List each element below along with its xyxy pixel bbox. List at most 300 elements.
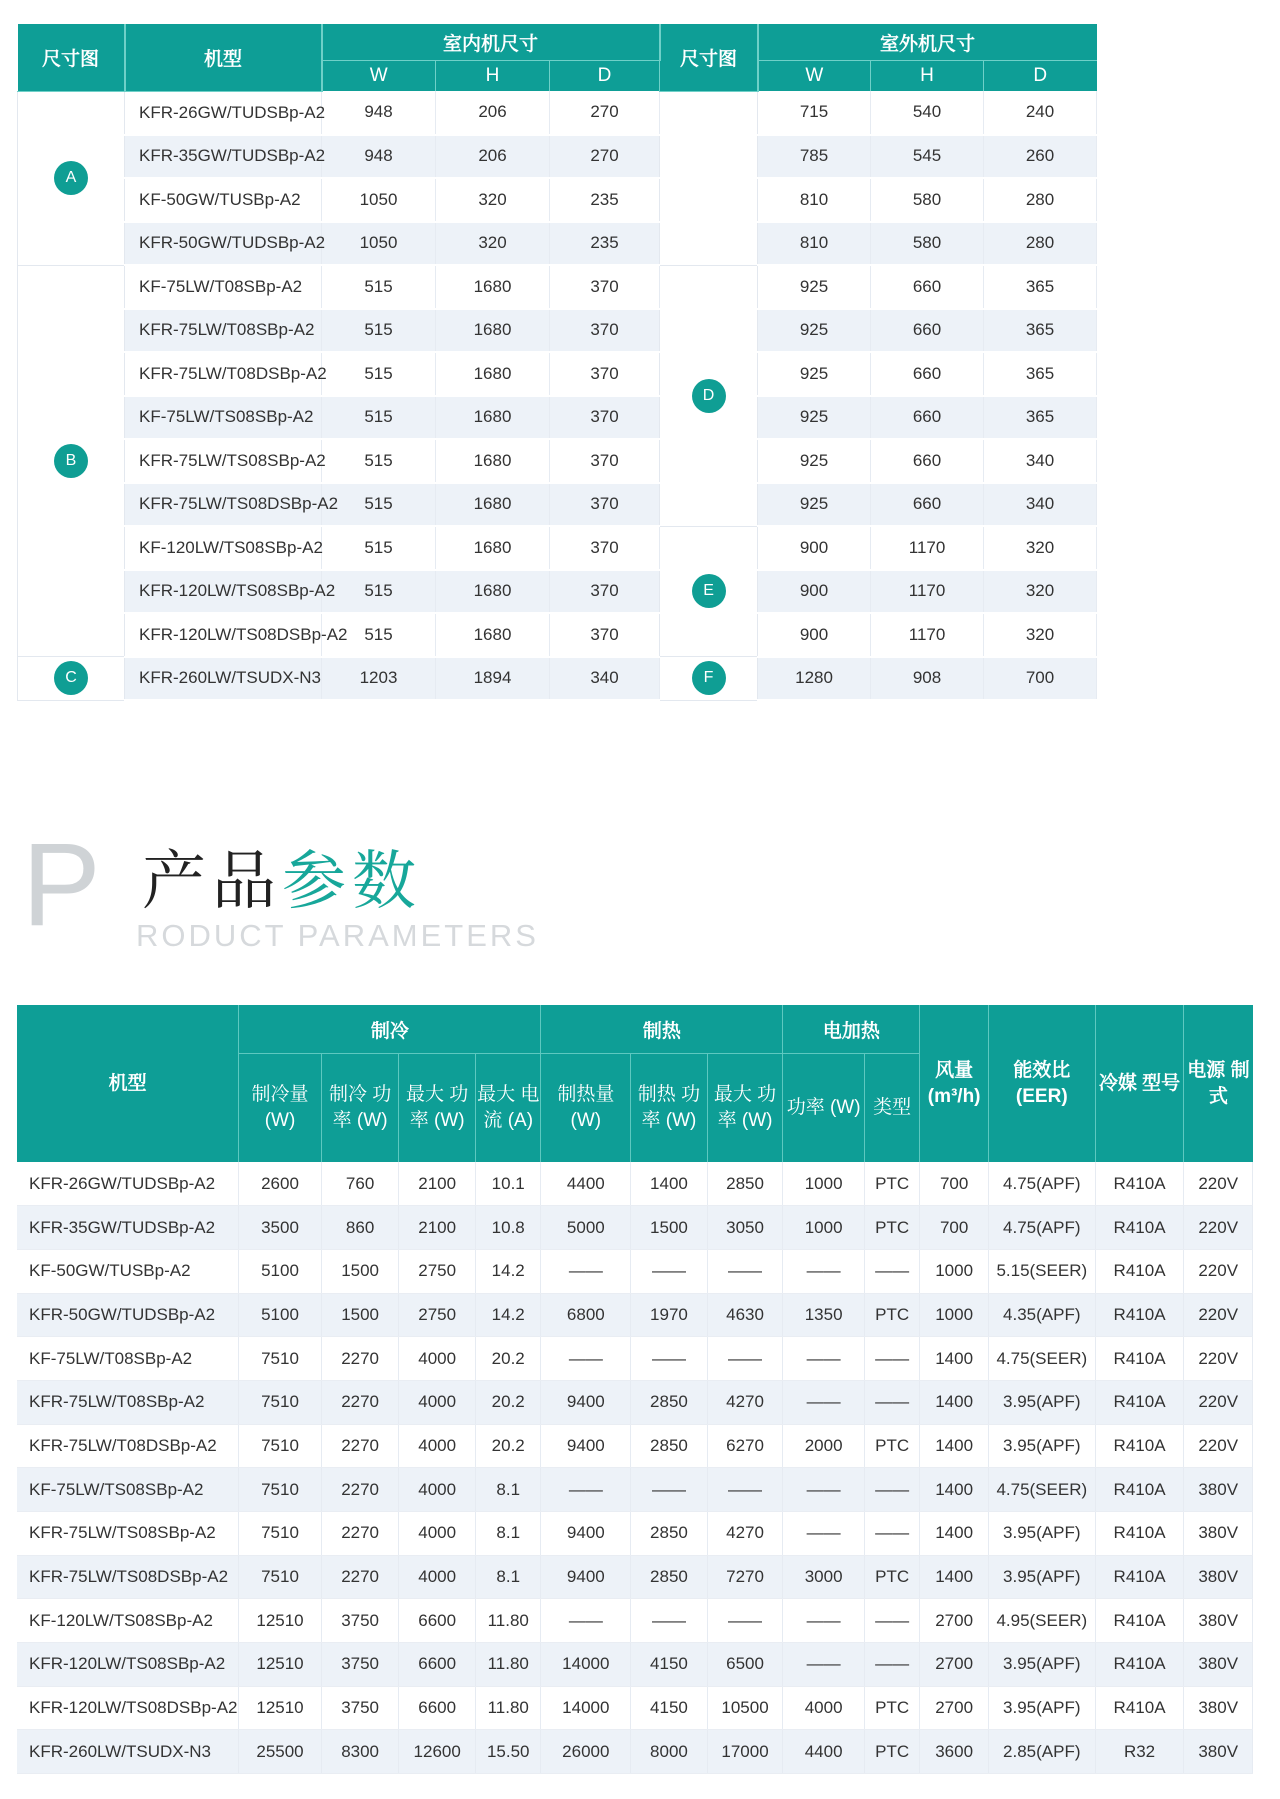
outdoor-ow-cell: 925 bbox=[758, 483, 871, 527]
cool-capacity-cell: 3500 bbox=[239, 1206, 322, 1250]
eh-power-cell: 4000 bbox=[783, 1686, 865, 1730]
indoor-id-cell: 370 bbox=[550, 570, 660, 614]
model-cell: KFR-75LW/T08DSBp-A2 bbox=[17, 1424, 239, 1468]
outdoor-od-cell: 280 bbox=[984, 178, 1097, 222]
indoor-id-cell: 370 bbox=[550, 396, 660, 440]
cool-power-cell: 2270 bbox=[321, 1468, 399, 1512]
model-cell: KFR-75LW/T08SBp-A2 bbox=[17, 1380, 239, 1424]
param-header-cool-max-current: 最大 电流 (A) bbox=[475, 1054, 541, 1163]
param-header-eer: 能效比 (EER) bbox=[988, 1005, 1095, 1162]
eh-type-cell: —— bbox=[864, 1468, 919, 1512]
outdoor-ow-cell: 900 bbox=[758, 570, 871, 614]
outdoor-od-cell: 365 bbox=[984, 265, 1097, 309]
heat-power-cell: —— bbox=[631, 1249, 708, 1293]
header-indoor-d: D bbox=[550, 61, 660, 92]
outdoor-oh-cell: 545 bbox=[871, 135, 984, 179]
heat-max-power-cell: 6500 bbox=[707, 1643, 783, 1687]
size-chart-group bbox=[18, 657, 125, 701]
outdoor-od-cell: 365 bbox=[984, 396, 1097, 440]
outdoor-oh-cell: 660 bbox=[871, 439, 984, 483]
model-cell: KF-75LW/TS08SBp-A2 bbox=[17, 1468, 239, 1512]
outdoor-ow-cell: 1280 bbox=[758, 657, 871, 701]
table-row bbox=[17, 1380, 1253, 1424]
cool-capacity-cell: 12510 bbox=[239, 1643, 322, 1687]
model-cell: KFR-75LW/TS08SBp-A2 bbox=[17, 1512, 239, 1556]
param-header-cool-max-power: 最大 功率 (W) bbox=[399, 1054, 476, 1163]
eer-cell: 4.75(SEER) bbox=[988, 1337, 1095, 1381]
outdoor-oh-cell: 660 bbox=[871, 352, 984, 396]
outdoor-ow-cell: 925 bbox=[758, 265, 871, 309]
heat-max-power-cell: 4270 bbox=[707, 1512, 783, 1556]
outdoor-size-chart-group bbox=[660, 265, 758, 526]
table-row bbox=[18, 396, 1253, 440]
heat-capacity-cell: 4400 bbox=[541, 1162, 631, 1206]
eer-cell: 3.95(APF) bbox=[988, 1555, 1095, 1599]
outdoor-ow-cell: 810 bbox=[758, 222, 871, 266]
heat-capacity-cell: 9400 bbox=[541, 1512, 631, 1556]
heat-capacity-cell: 26000 bbox=[541, 1730, 631, 1774]
model-cell: KFR-75LW/TS08DSBp-A2 bbox=[125, 483, 322, 527]
cool-max-current-cell: 11.80 bbox=[475, 1643, 541, 1687]
param-header-cooling: 制冷 bbox=[239, 1005, 541, 1054]
outdoor-ow-cell: 785 bbox=[758, 135, 871, 179]
cool-max-current-cell: 8.1 bbox=[475, 1512, 541, 1556]
indoor-ih-cell: 1680 bbox=[436, 265, 550, 309]
eh-type-cell: PTC bbox=[864, 1162, 919, 1206]
cool-capacity-cell: 7510 bbox=[239, 1380, 322, 1424]
indoor-id-cell: 340 bbox=[550, 657, 660, 701]
cool-max-current-cell: 8.1 bbox=[475, 1555, 541, 1599]
eh-power-cell: 2000 bbox=[783, 1424, 865, 1468]
refrigerant-cell: R410A bbox=[1095, 1555, 1184, 1599]
outdoor-od-cell: 260 bbox=[984, 135, 1097, 179]
eh-type-cell: —— bbox=[864, 1643, 919, 1687]
cool-capacity-cell: 5100 bbox=[239, 1249, 322, 1293]
cool-max-power-cell: 4000 bbox=[399, 1380, 476, 1424]
indoor-ih-cell: 1680 bbox=[436, 396, 550, 440]
indoor-id-cell: 370 bbox=[550, 309, 660, 353]
airflow-cell: 1400 bbox=[920, 1512, 989, 1556]
model-cell: KFR-50GW/TUDSBp-A2 bbox=[17, 1293, 239, 1337]
power-supply-cell: 220V bbox=[1184, 1293, 1253, 1337]
heat-capacity-cell: 9400 bbox=[541, 1555, 631, 1599]
heat-power-cell: 1400 bbox=[631, 1162, 708, 1206]
refrigerant-cell: R410A bbox=[1095, 1206, 1184, 1250]
eer-cell: 3.95(APF) bbox=[988, 1424, 1095, 1468]
heat-power-cell: 1970 bbox=[631, 1293, 708, 1337]
indoor-iw-cell: 515 bbox=[322, 396, 436, 440]
cool-power-cell: 3750 bbox=[321, 1643, 399, 1687]
refrigerant-cell: R32 bbox=[1095, 1730, 1184, 1774]
indoor-id-cell: 270 bbox=[550, 135, 660, 179]
cool-max-current-cell: 11.80 bbox=[475, 1686, 541, 1730]
model-cell: KFR-260LW/TSUDX-N3 bbox=[17, 1730, 239, 1774]
airflow-cell: 1000 bbox=[920, 1293, 989, 1337]
power-supply-cell: 380V bbox=[1184, 1730, 1253, 1774]
power-supply-cell: 380V bbox=[1184, 1643, 1253, 1687]
refrigerant-cell: R410A bbox=[1095, 1643, 1184, 1687]
cool-capacity-cell: 2600 bbox=[239, 1162, 322, 1206]
parameters-body bbox=[17, 1162, 1253, 1774]
indoor-id-cell: 370 bbox=[550, 613, 660, 657]
heat-max-power-cell: —— bbox=[707, 1249, 783, 1293]
cool-max-current-cell: 14.2 bbox=[475, 1293, 541, 1337]
outdoor-oh-cell: 660 bbox=[871, 396, 984, 440]
cool-max-current-cell: 10.1 bbox=[475, 1162, 541, 1206]
heat-power-cell: 8000 bbox=[631, 1730, 708, 1774]
param-header-heat-max-power: 最大 功率 (W) bbox=[707, 1054, 783, 1163]
cool-max-current-cell: 8.1 bbox=[475, 1468, 541, 1512]
title-teal: 参数 bbox=[282, 845, 422, 919]
param-header-refrigerant: 冷媒 型号 bbox=[1095, 1005, 1184, 1162]
eh-power-cell: 3000 bbox=[783, 1555, 865, 1599]
airflow-cell: 2700 bbox=[920, 1686, 989, 1730]
indoor-ih-cell: 320 bbox=[436, 222, 550, 266]
heat-max-power-cell: —— bbox=[707, 1599, 783, 1643]
param-header-power-supply: 电源 制式 bbox=[1184, 1005, 1253, 1162]
eh-power-cell: —— bbox=[783, 1249, 865, 1293]
outdoor-od-cell: 365 bbox=[984, 352, 1097, 396]
cool-power-cell: 1500 bbox=[321, 1249, 399, 1293]
cool-capacity-cell: 7510 bbox=[239, 1424, 322, 1468]
dimensions-table bbox=[17, 24, 1253, 701]
indoor-iw-cell: 515 bbox=[322, 439, 436, 483]
heat-power-cell: 2850 bbox=[631, 1555, 708, 1599]
model-cell: KFR-75LW/TS08DSBp-A2 bbox=[17, 1555, 239, 1599]
param-header-eh-type: 类型 bbox=[864, 1054, 919, 1163]
outdoor-oh-cell: 540 bbox=[871, 91, 984, 135]
eh-type-cell: PTC bbox=[864, 1730, 919, 1774]
table-row bbox=[18, 178, 1253, 222]
model-cell: KFR-26GW/TUDSBp-A2 bbox=[125, 91, 322, 135]
indoor-iw-cell: 1203 bbox=[322, 657, 436, 701]
eer-cell: 4.75(SEER) bbox=[988, 1468, 1095, 1512]
heat-power-cell: 2850 bbox=[631, 1424, 708, 1468]
cool-max-power-cell: 4000 bbox=[399, 1468, 476, 1512]
outdoor-size-chart-group bbox=[660, 91, 758, 265]
table-row bbox=[18, 570, 1253, 614]
cool-max-power-cell: 2100 bbox=[399, 1206, 476, 1250]
eh-type-cell: —— bbox=[864, 1249, 919, 1293]
indoor-iw-cell: 515 bbox=[322, 526, 436, 570]
cool-max-power-cell: 2100 bbox=[399, 1162, 476, 1206]
airflow-cell: 1400 bbox=[920, 1337, 989, 1381]
indoor-ih-cell: 206 bbox=[436, 91, 550, 135]
param-header-electric-heat: 电加热 bbox=[783, 1005, 920, 1054]
outdoor-oh-cell: 908 bbox=[871, 657, 984, 701]
indoor-id-cell: 235 bbox=[550, 222, 660, 266]
cool-capacity-cell: 7510 bbox=[239, 1555, 322, 1599]
table-row bbox=[18, 135, 1253, 179]
table-row bbox=[17, 1162, 1253, 1206]
eh-type-cell: PTC bbox=[864, 1555, 919, 1599]
cool-max-power-cell: 12600 bbox=[399, 1730, 476, 1774]
airflow-cell: 700 bbox=[920, 1206, 989, 1250]
indoor-iw-cell: 1050 bbox=[322, 222, 436, 266]
cool-max-current-cell: 20.2 bbox=[475, 1337, 541, 1381]
heat-capacity-cell: —— bbox=[541, 1337, 631, 1381]
heat-power-cell: 2850 bbox=[631, 1512, 708, 1556]
table-row bbox=[18, 265, 1253, 309]
eh-type-cell: —— bbox=[864, 1337, 919, 1381]
size-chart-badge: B bbox=[54, 444, 88, 478]
param-header-airflow bbox=[920, 1005, 989, 1162]
heat-max-power-cell: 2850 bbox=[707, 1162, 783, 1206]
outdoor-ow-cell: 810 bbox=[758, 178, 871, 222]
table-row bbox=[18, 91, 1253, 135]
page-title bbox=[142, 846, 422, 918]
cool-capacity-cell: 12510 bbox=[239, 1599, 322, 1643]
eer-cell: 5.15(SEER) bbox=[988, 1249, 1095, 1293]
table-row bbox=[17, 1730, 1253, 1774]
airflow-cell: 700 bbox=[920, 1162, 989, 1206]
table-row bbox=[17, 1249, 1253, 1293]
heat-power-cell: —— bbox=[631, 1599, 708, 1643]
model-cell: KF-120LW/TS08SBp-A2 bbox=[17, 1599, 239, 1643]
table-row bbox=[18, 657, 1253, 701]
power-supply-cell: 220V bbox=[1184, 1206, 1253, 1250]
cool-capacity-cell: 7510 bbox=[239, 1337, 322, 1381]
cool-power-cell: 2270 bbox=[321, 1555, 399, 1599]
page-subtitle: RODUCT PARAMETERS bbox=[136, 918, 539, 953]
outdoor-od-cell: 340 bbox=[984, 483, 1097, 527]
cool-max-power-cell: 6600 bbox=[399, 1643, 476, 1687]
refrigerant-cell: R410A bbox=[1095, 1293, 1184, 1337]
param-header-heating: 制热 bbox=[541, 1005, 783, 1054]
cool-max-power-cell: 4000 bbox=[399, 1424, 476, 1468]
heat-max-power-cell: 4630 bbox=[707, 1293, 783, 1337]
model-cell: KF-50GW/TUSBp-A2 bbox=[125, 178, 322, 222]
outdoor-ow-cell: 715 bbox=[758, 91, 871, 135]
indoor-id-cell: 270 bbox=[550, 91, 660, 135]
table-row bbox=[17, 1643, 1253, 1687]
cool-capacity-cell: 7510 bbox=[239, 1512, 322, 1556]
cool-max-power-cell: 4000 bbox=[399, 1555, 476, 1599]
model-cell: KFR-260LW/TSUDX-N3 bbox=[125, 657, 322, 701]
eer-cell: 4.75(APF) bbox=[988, 1206, 1095, 1250]
indoor-id-cell: 370 bbox=[550, 352, 660, 396]
outdoor-oh-cell: 660 bbox=[871, 309, 984, 353]
table-row bbox=[18, 439, 1253, 483]
model-cell: KFR-75LW/TS08SBp-A2 bbox=[125, 439, 322, 483]
refrigerant-cell: R410A bbox=[1095, 1249, 1184, 1293]
header-outdoor-size: 室外机尺寸 bbox=[758, 24, 1097, 61]
power-supply-cell: 220V bbox=[1184, 1424, 1253, 1468]
model-cell: KFR-26GW/TUDSBp-A2 bbox=[17, 1162, 239, 1206]
outdoor-ow-cell: 900 bbox=[758, 526, 871, 570]
header-model: 机型 bbox=[125, 24, 322, 91]
size-chart-badge: E bbox=[692, 574, 726, 608]
cool-power-cell: 3750 bbox=[321, 1599, 399, 1643]
indoor-ih-cell: 1680 bbox=[436, 352, 550, 396]
cool-max-current-cell: 20.2 bbox=[475, 1424, 541, 1468]
heat-max-power-cell: —— bbox=[707, 1468, 783, 1512]
param-header-model: 机型 bbox=[17, 1005, 239, 1162]
cool-capacity-cell: 25500 bbox=[239, 1730, 322, 1774]
table-row bbox=[17, 1468, 1253, 1512]
power-supply-cell: 380V bbox=[1184, 1599, 1253, 1643]
model-cell: KFR-120LW/TS08DSBp-A2 bbox=[17, 1686, 239, 1730]
cool-max-current-cell: 11.80 bbox=[475, 1599, 541, 1643]
cool-power-cell: 2270 bbox=[321, 1337, 399, 1381]
model-cell: KF-75LW/T08SBp-A2 bbox=[17, 1337, 239, 1381]
refrigerant-cell: R410A bbox=[1095, 1468, 1184, 1512]
airflow-cell: 2700 bbox=[920, 1599, 989, 1643]
eh-type-cell: PTC bbox=[864, 1293, 919, 1337]
indoor-ih-cell: 320 bbox=[436, 178, 550, 222]
table-row bbox=[18, 309, 1253, 353]
outdoor-oh-cell: 1170 bbox=[871, 526, 984, 570]
heat-max-power-cell: 7270 bbox=[707, 1555, 783, 1599]
refrigerant-cell: R410A bbox=[1095, 1512, 1184, 1556]
outdoor-size-chart-group bbox=[660, 526, 758, 657]
cool-max-power-cell: 6600 bbox=[399, 1686, 476, 1730]
outdoor-ow-cell: 925 bbox=[758, 309, 871, 353]
cool-capacity-cell: 5100 bbox=[239, 1293, 322, 1337]
eh-type-cell: PTC bbox=[864, 1424, 919, 1468]
header-indoor-w: W bbox=[322, 61, 436, 92]
indoor-iw-cell: 948 bbox=[322, 135, 436, 179]
param-header-heat-power: 制热 功率 (W) bbox=[631, 1054, 708, 1163]
table-row bbox=[17, 1512, 1253, 1556]
heat-power-cell: —— bbox=[631, 1468, 708, 1512]
header-size-chart-outdoor: 尺寸图 bbox=[660, 24, 758, 91]
indoor-iw-cell: 948 bbox=[322, 91, 436, 135]
parameters-table bbox=[17, 1005, 1253, 1774]
heat-capacity-cell: 9400 bbox=[541, 1424, 631, 1468]
outdoor-oh-cell: 580 bbox=[871, 178, 984, 222]
table-row bbox=[17, 1555, 1253, 1599]
heat-capacity-cell: —— bbox=[541, 1468, 631, 1512]
eer-cell: 3.95(APF) bbox=[988, 1512, 1095, 1556]
outdoor-oh-cell: 580 bbox=[871, 222, 984, 266]
indoor-ih-cell: 1680 bbox=[436, 613, 550, 657]
size-chart-group bbox=[18, 265, 125, 657]
outdoor-od-cell: 700 bbox=[984, 657, 1097, 701]
table-row bbox=[18, 222, 1253, 266]
outdoor-oh-cell: 660 bbox=[871, 483, 984, 527]
eh-power-cell: 4400 bbox=[783, 1730, 865, 1774]
eh-type-cell: PTC bbox=[864, 1686, 919, 1730]
eer-cell: 3.95(APF) bbox=[988, 1643, 1095, 1687]
indoor-ih-cell: 1680 bbox=[436, 439, 550, 483]
model-cell: KF-120LW/TS08SBp-A2 bbox=[125, 526, 322, 570]
cool-max-current-cell: 15.50 bbox=[475, 1730, 541, 1774]
eh-type-cell: —— bbox=[864, 1512, 919, 1556]
table-row bbox=[17, 1206, 1253, 1250]
heat-power-cell: 4150 bbox=[631, 1643, 708, 1687]
indoor-ih-cell: 1680 bbox=[436, 483, 550, 527]
eh-power-cell: 1000 bbox=[783, 1206, 865, 1250]
airflow-cell: 1400 bbox=[920, 1555, 989, 1599]
dimensions-body bbox=[18, 91, 1253, 700]
size-chart-badge: A bbox=[54, 161, 88, 195]
eh-power-cell: 1350 bbox=[783, 1293, 865, 1337]
outdoor-oh-cell: 660 bbox=[871, 265, 984, 309]
indoor-id-cell: 370 bbox=[550, 483, 660, 527]
heat-max-power-cell: 3050 bbox=[707, 1206, 783, 1250]
indoor-ih-cell: 1680 bbox=[436, 309, 550, 353]
eer-cell: 3.95(APF) bbox=[988, 1686, 1095, 1730]
outdoor-size-chart-group bbox=[660, 657, 758, 701]
refrigerant-cell: R410A bbox=[1095, 1686, 1184, 1730]
eer-cell: 2.85(APF) bbox=[988, 1730, 1095, 1774]
power-supply-cell: 220V bbox=[1184, 1249, 1253, 1293]
outdoor-od-cell: 280 bbox=[984, 222, 1097, 266]
param-header-cool-capacity: 制冷量 (W) bbox=[239, 1054, 322, 1163]
heat-power-cell: 1500 bbox=[631, 1206, 708, 1250]
airflow-cell: 1400 bbox=[920, 1380, 989, 1424]
header-indoor-size: 室内机尺寸 bbox=[322, 24, 660, 61]
table-row bbox=[17, 1599, 1253, 1643]
indoor-iw-cell: 1050 bbox=[322, 178, 436, 222]
outdoor-od-cell: 340 bbox=[984, 439, 1097, 483]
model-cell: KF-75LW/T08SBp-A2 bbox=[125, 265, 322, 309]
heat-max-power-cell: 10500 bbox=[707, 1686, 783, 1730]
param-header-eh-power: 功率 (W) bbox=[783, 1054, 865, 1163]
eh-power-cell: —— bbox=[783, 1599, 865, 1643]
indoor-ih-cell: 1680 bbox=[436, 526, 550, 570]
indoor-iw-cell: 515 bbox=[322, 483, 436, 527]
outdoor-ow-cell: 900 bbox=[758, 613, 871, 657]
model-cell: KFR-75LW/T08DSBp-A2 bbox=[125, 352, 322, 396]
eh-power-cell: —— bbox=[783, 1512, 865, 1556]
airflow-cell: 3600 bbox=[920, 1730, 989, 1774]
airflow-cell: 1400 bbox=[920, 1468, 989, 1512]
airflow-cell: 1000 bbox=[920, 1249, 989, 1293]
eh-type-cell: PTC bbox=[864, 1206, 919, 1250]
eh-type-cell: —— bbox=[864, 1380, 919, 1424]
heat-power-cell: 2850 bbox=[631, 1380, 708, 1424]
heat-max-power-cell: 17000 bbox=[707, 1730, 783, 1774]
eer-cell: 3.95(APF) bbox=[988, 1380, 1095, 1424]
model-cell: KFR-75LW/T08SBp-A2 bbox=[125, 309, 322, 353]
power-supply-cell: 220V bbox=[1184, 1162, 1253, 1206]
cool-power-cell: 2270 bbox=[321, 1380, 399, 1424]
refrigerant-cell: R410A bbox=[1095, 1424, 1184, 1468]
size-chart-badge: D bbox=[692, 379, 726, 413]
outdoor-ow-cell: 925 bbox=[758, 396, 871, 440]
indoor-iw-cell: 515 bbox=[322, 570, 436, 614]
cool-power-cell: 2270 bbox=[321, 1512, 399, 1556]
eer-cell: 4.35(APF) bbox=[988, 1293, 1095, 1337]
cool-power-cell: 2270 bbox=[321, 1424, 399, 1468]
outdoor-oh-cell: 1170 bbox=[871, 613, 984, 657]
refrigerant-cell: R410A bbox=[1095, 1599, 1184, 1643]
heading-letter: P bbox=[22, 819, 101, 951]
outdoor-oh-cell: 1170 bbox=[871, 570, 984, 614]
outdoor-od-cell: 365 bbox=[984, 309, 1097, 353]
heat-power-cell: —— bbox=[631, 1337, 708, 1381]
header-outdoor-h: H bbox=[871, 61, 984, 92]
cool-max-current-cell: 10.8 bbox=[475, 1206, 541, 1250]
eh-power-cell: —— bbox=[783, 1380, 865, 1424]
heat-power-cell: 4150 bbox=[631, 1686, 708, 1730]
airflow-cell: 1400 bbox=[920, 1424, 989, 1468]
table-row bbox=[17, 1424, 1253, 1468]
heat-max-power-cell: 4270 bbox=[707, 1380, 783, 1424]
indoor-ih-cell: 1894 bbox=[436, 657, 550, 701]
indoor-iw-cell: 515 bbox=[322, 265, 436, 309]
power-supply-cell: 220V bbox=[1184, 1380, 1253, 1424]
eh-power-cell: 1000 bbox=[783, 1162, 865, 1206]
table-row bbox=[17, 1337, 1253, 1381]
power-supply-cell: 380V bbox=[1184, 1555, 1253, 1599]
eer-cell: 4.95(SEER) bbox=[988, 1599, 1095, 1643]
cool-max-power-cell: 6600 bbox=[399, 1599, 476, 1643]
header-size-chart: 尺寸图 bbox=[18, 24, 125, 91]
table-row bbox=[18, 483, 1253, 527]
